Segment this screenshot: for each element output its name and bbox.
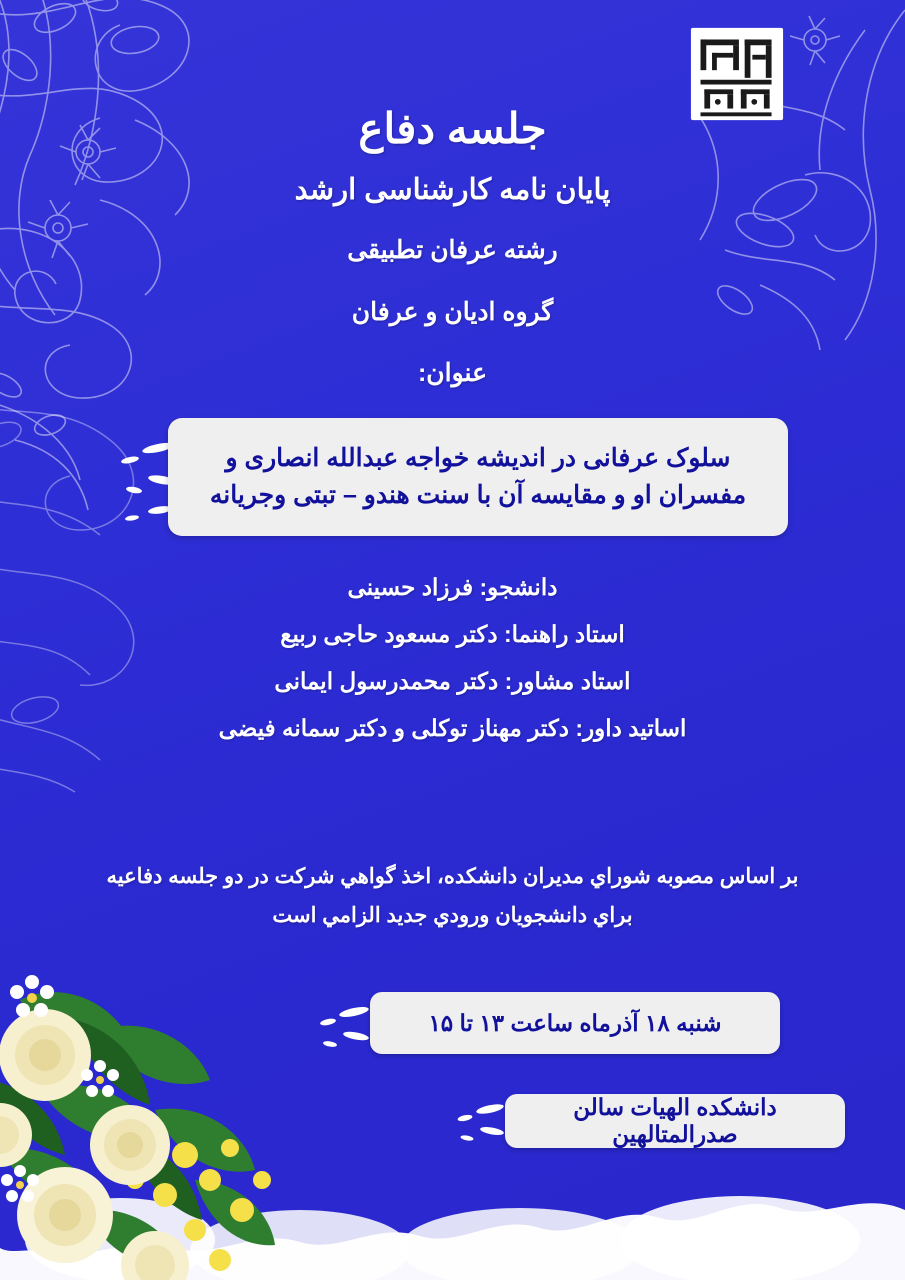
label-thesis-title: عنوان: xyxy=(417,359,487,387)
leaf-tick-decoration-time xyxy=(312,1000,374,1048)
thesis-title-line-2: مفسران او و مقایسه آن با سنت هندو – تبتی وجریانه xyxy=(209,481,747,509)
advisor-row: استاد مشاور: دکتر محمدرسول ایمانی xyxy=(274,668,631,694)
thesis-title-line-1: سلوک عرفانی در اندیشه خواجه عبدالله انصاری و xyxy=(225,443,731,472)
subtitle-field: رشته عرفان تطبیقی xyxy=(347,236,558,264)
location-plaque: دانشکده الهیات سالن صدرالمتالهین xyxy=(505,1094,845,1148)
subtitle-degree: پایان نامه کارشناسی ارشد xyxy=(294,174,611,206)
page-title: جلسه دفاع xyxy=(358,105,547,152)
examiners-row: اساتید داور: دکتر مهناز توکلی و دکتر سمانه فیضی xyxy=(218,715,687,741)
subtitle-department: گروه ادیان و عرفان xyxy=(351,298,554,326)
thesis-title-text xyxy=(210,440,746,515)
supervisor-row: استاد راهنما: دکتر مسعود حاجی ربیع xyxy=(280,621,625,647)
attendance-note xyxy=(0,858,905,936)
attendance-note-line-1: بر اساس مصوبه شوراي مديران دانشكده، اخذ گواهي شركت در دو جلسه دفاعيه xyxy=(106,865,799,888)
student-row: دانشجو: فرزاد حسینی xyxy=(347,574,558,600)
thesis-title-plaque xyxy=(168,418,788,536)
people-list xyxy=(0,574,905,762)
attendance-note-line-2: براي دانشجويان ورودي جديد الزامي است xyxy=(272,903,633,927)
datetime-plaque: شنبه ۱۸ آذرماه ساعت ۱۳ تا ۱۵ xyxy=(370,992,780,1054)
leaf-tick-decoration-place xyxy=(450,1098,508,1142)
